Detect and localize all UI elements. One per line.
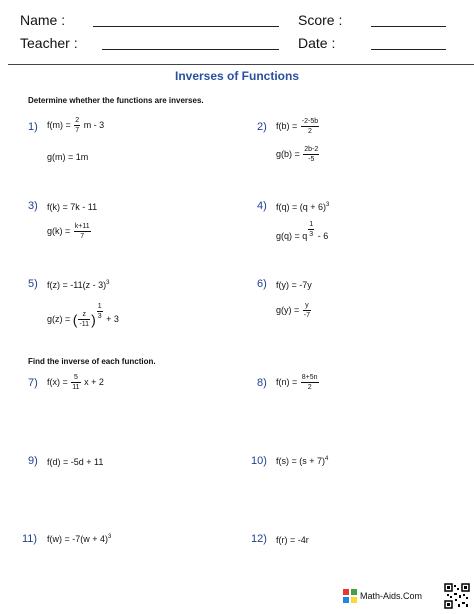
problem-2-g: g(b) = $\frac{2b-2}{-5}$ xyxy=(276,146,319,163)
problem-3-g: g(k) = $\frac{k+11}{7}$ xyxy=(47,223,90,240)
math-aids-logo-icon xyxy=(343,589,357,603)
name-line[interactable] xyxy=(93,26,279,27)
problem-11-f: $f(w) = -7(w + 4)^3$ xyxy=(47,534,112,544)
teacher-line[interactable] xyxy=(102,49,279,50)
date-line[interactable] xyxy=(371,49,446,50)
problem-3-f: f(k) = 7k - 11 xyxy=(47,202,98,212)
problem-2-number: 2) xyxy=(257,121,267,133)
math-aids-logo-text: Math-Aids.Com xyxy=(360,591,423,601)
problem-10-number: 10) xyxy=(251,455,267,467)
problem-1-f: f(m) = $\frac{2}{7}$ m - 3 xyxy=(47,117,105,134)
problem-1-f-fraction: $\frac{2}{7}$ xyxy=(75,117,80,134)
header-divider xyxy=(8,64,474,65)
problem-4-number: 4) xyxy=(257,200,267,212)
score-label: Score : xyxy=(298,12,343,28)
problem-8-number: 8) xyxy=(257,377,267,389)
teacher-label: Teacher : xyxy=(20,35,78,51)
problem-10-f: $f(s) = (s + 7)^4$ xyxy=(276,456,329,466)
problem-7-f: f(x) = $\frac{5}{11}$ x + 2 xyxy=(47,374,104,391)
problem-6-g: g(y) = $\frac{y}{-7}$ xyxy=(276,302,311,319)
problem-1-g: g(m) = 1m xyxy=(47,152,89,162)
problem-12-f: f(r) = -4r xyxy=(276,535,309,545)
problem-8-f: f(n) = $\frac{8+5n}{2}$ xyxy=(276,374,318,391)
problem-3-number: 3) xyxy=(28,200,38,212)
problem-5-number: 5) xyxy=(28,278,38,290)
problem-6-f: f(y) = -7y xyxy=(276,280,312,290)
name-label: Name : xyxy=(20,12,66,28)
score-line[interactable] xyxy=(371,26,446,27)
problem-12-number: 12) xyxy=(251,533,267,545)
page-title: Inverses of Functions xyxy=(174,69,300,83)
section2-instruction: Find the inverse of each function. xyxy=(28,357,156,366)
problem-6-number: 6) xyxy=(257,278,267,290)
problem-9-number: 9) xyxy=(28,455,38,467)
section1-instruction: Determine whether the functions are inverses. xyxy=(28,96,204,105)
problem-4-f: $f(q) = (q + 6)^3$ xyxy=(276,202,330,212)
qr-code-icon xyxy=(444,583,470,609)
problem-5-f: f(z) = -11(z - 3)$^3$ xyxy=(47,280,110,290)
problem-2-f: f(b) = $\frac{-2-5b}{2}$ xyxy=(276,118,319,135)
problem-9-f: f(d) = -5d + 11 xyxy=(47,457,104,467)
problem-7-number: 7) xyxy=(28,377,38,389)
problem-5-g: g(z) = ( $\frac{z}{-11}$ ) $\frac{1}{3}$ + 3 xyxy=(47,303,119,329)
problem-1-number: 1) xyxy=(28,121,38,133)
problem-4-g: g(q) = q $\frac{1}{3}$ - 6 xyxy=(276,221,329,241)
date-label: Date : xyxy=(298,35,336,51)
problem-11-number: 11) xyxy=(22,533,38,545)
